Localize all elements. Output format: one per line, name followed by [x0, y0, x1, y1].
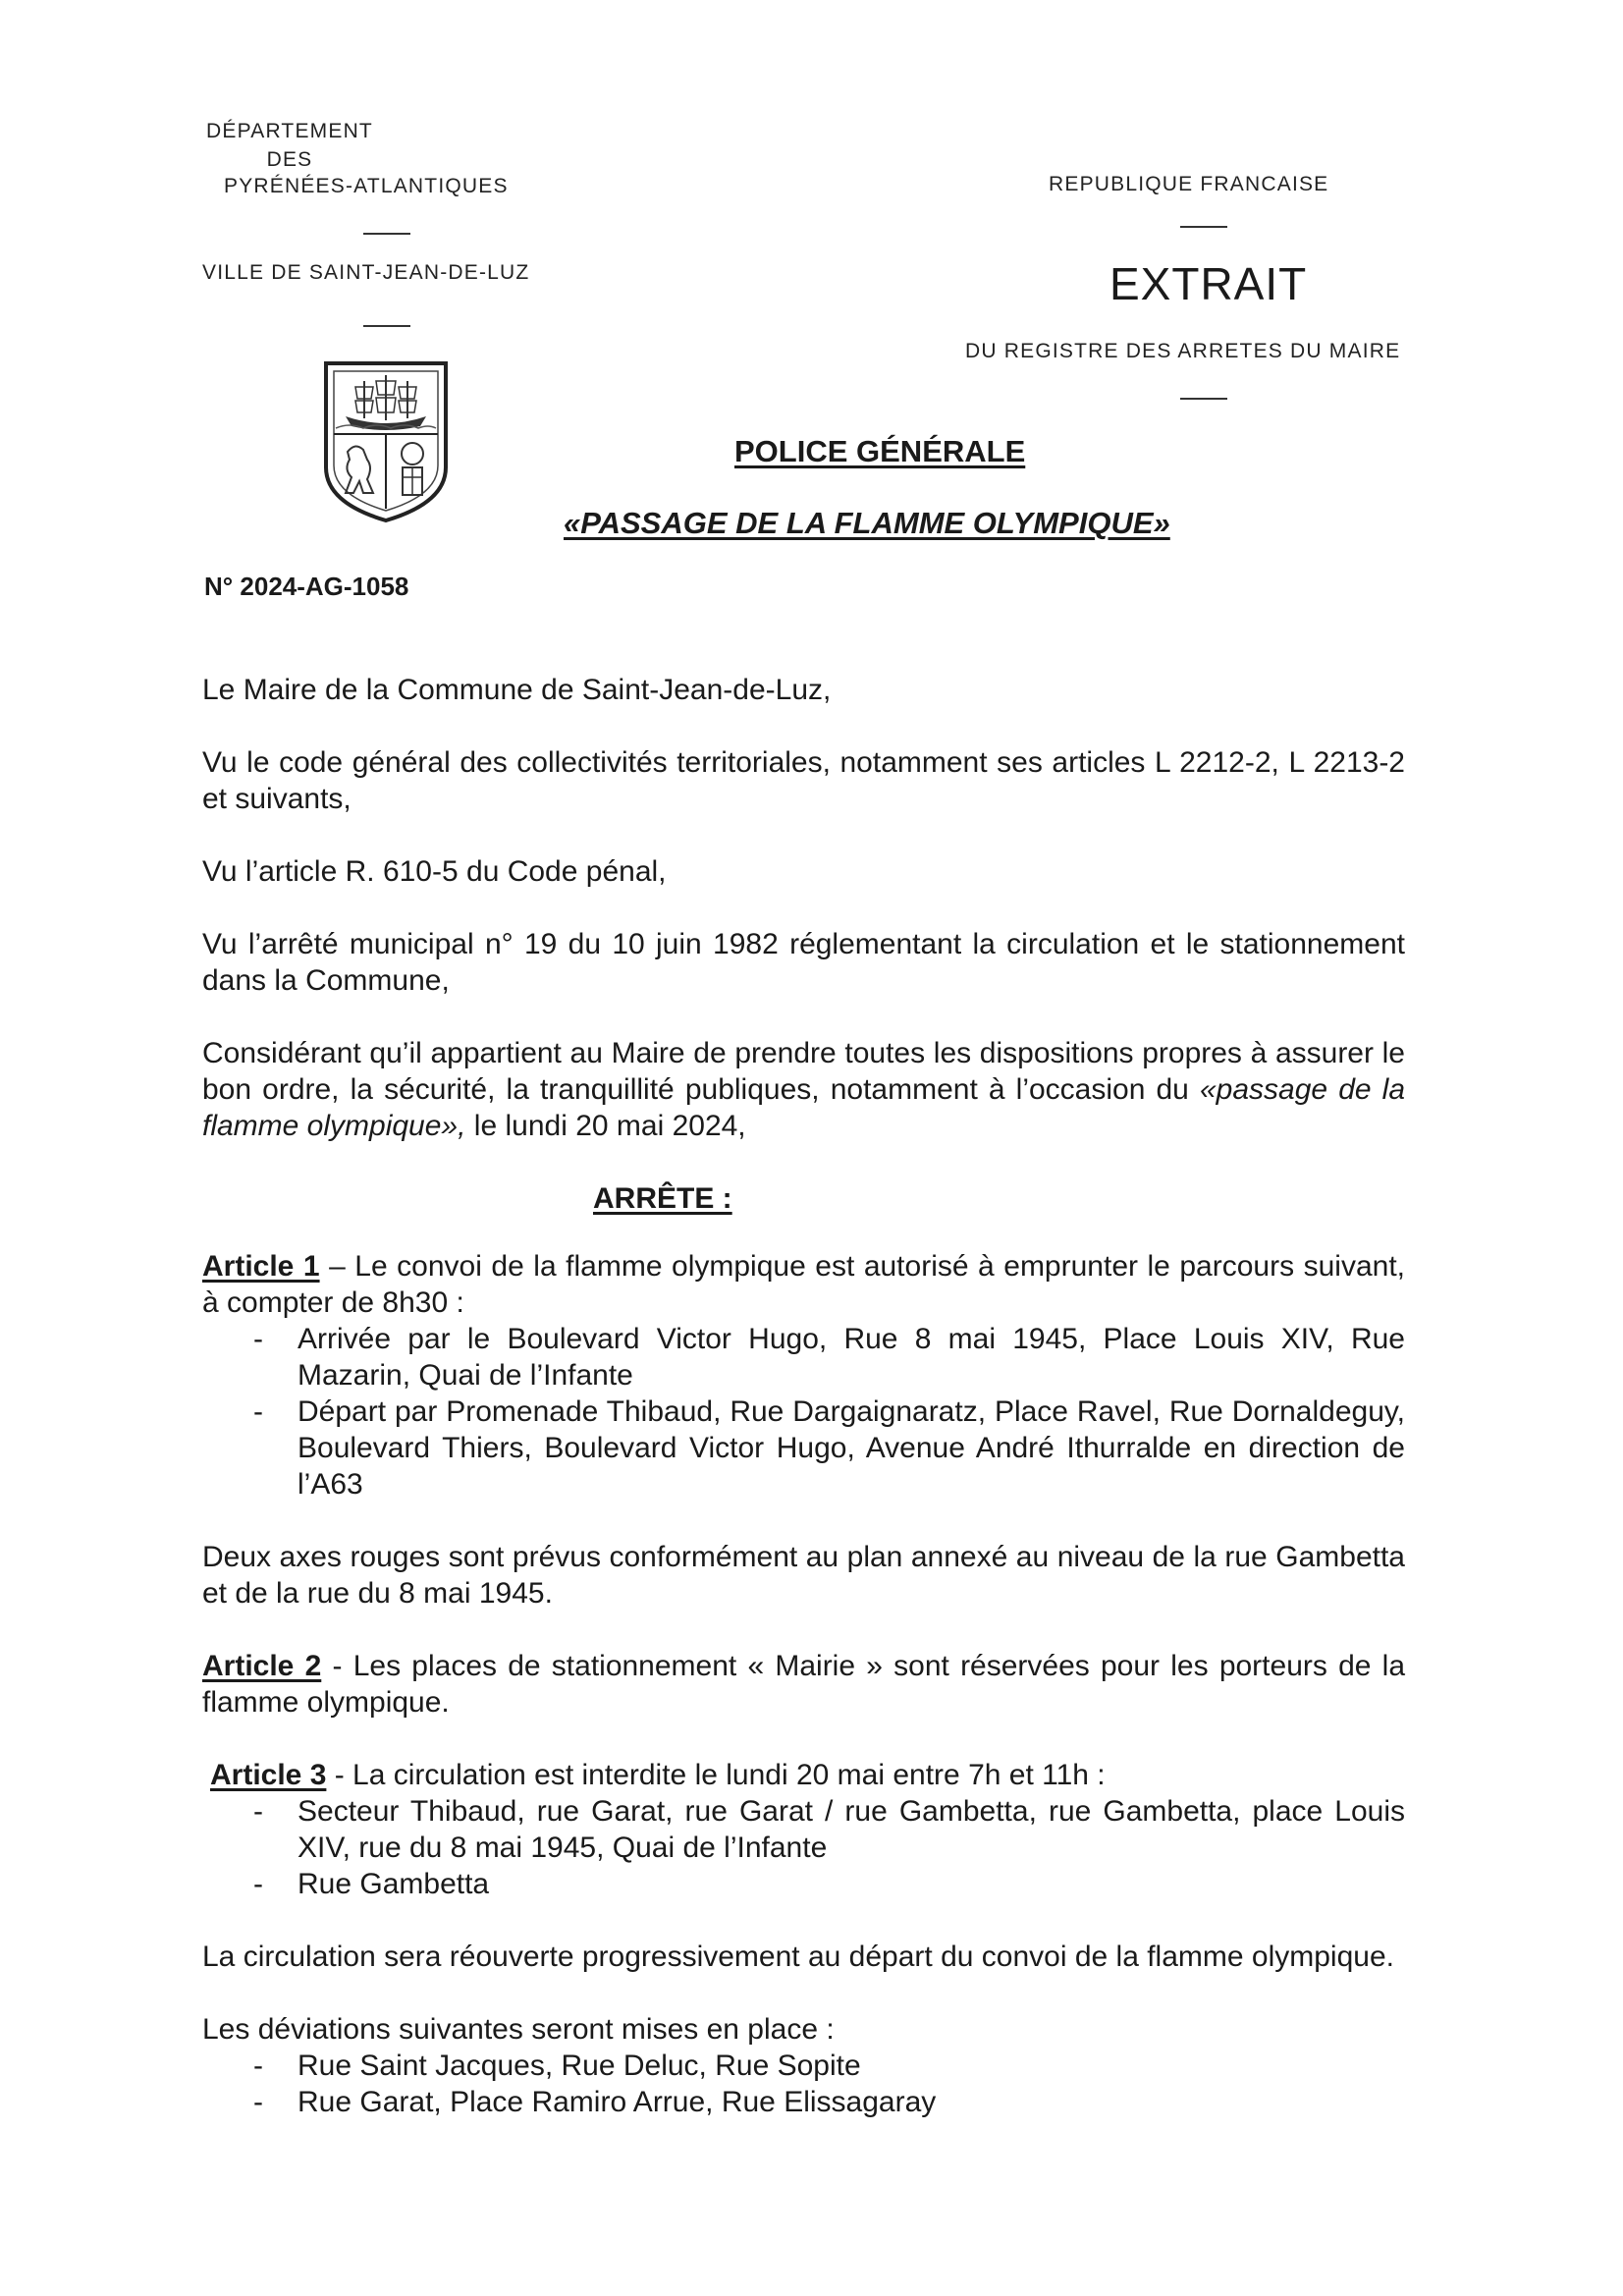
article-3-label: Article 3	[210, 1759, 327, 1791]
police-title: POLICE GÉNÉRALE	[734, 434, 1026, 468]
article-1-label: Article 1	[202, 1250, 320, 1283]
list-item: - Départ par Promenade Thibaud, Rue Dargaignaratz, Place Ravel, Rue Dornaldeguy, Boulevard Thiers, Boulevard Victor Hugo, Avenue André Ithurralde en direction de l’A63	[202, 1394, 1405, 1503]
extrait-title: EXTRAIT	[1109, 258, 1308, 309]
divider-dash	[363, 233, 410, 235]
divider-dash	[1180, 398, 1227, 400]
list-item: - Secteur Thibaud, rue Garat, rue Garat / rue Gambetta, rue Gambetta, place Louis XIV, rue du 8 mai 1945, Quai de l’Infante	[202, 1793, 1405, 1866]
department-line-2: DES	[266, 148, 313, 171]
divider-dash	[363, 325, 410, 327]
article-2-label: Article 2	[202, 1650, 322, 1682]
article-3: Article 3 - La circulation est interdite le lundi 20 mai entre 7h et 11h :	[210, 1759, 1106, 1791]
article-2: Article 2 - Les places de stationnement « Mairie » sont réservées pour les porteurs de la flamme olympique.	[202, 1650, 1406, 1719]
article-3-reopen: La circulation sera réouverte progressivement au départ du convoi de la flamme olympique.	[202, 1941, 1394, 1973]
coat-of-arms-logo	[320, 357, 452, 524]
department-line-1: DÉPARTEMENT	[206, 120, 373, 142]
deviations-intro: Les déviations suivantes seront mises en place :	[202, 2013, 835, 2046]
republic-label: REPUBLIQUE FRANCAISE	[1049, 173, 1329, 195]
article-3-closure-list	[202, 1793, 1405, 1902]
list-item: - Rue Gambetta	[202, 1866, 1405, 1902]
article-1: Article 1 – Le convoi de la flamme olympique est autorisé à emprunter le parcours suivant, à compter de 8h30 :	[202, 1250, 1405, 1319]
article-1-route-list	[202, 1321, 1405, 1503]
deviations-list	[202, 2048, 1405, 2120]
preamble-vu-code-penal: Vu l’article R. 610-5 du Code pénal,	[202, 855, 667, 888]
list-item: - Rue Saint Jacques, Rue Deluc, Rue Sopite	[202, 2048, 1405, 2084]
preamble-maire: Le Maire de la Commune de Saint-Jean-de-Luz,	[202, 674, 832, 706]
register-label: DU REGISTRE DES ARRETES DU MAIRE	[965, 340, 1401, 362]
document-body	[202, 672, 1405, 2120]
subject-title: «PASSAGE DE LA FLAMME OLYMPIQUE»	[564, 506, 1170, 540]
city-name: VILLE DE SAINT-JEAN-DE-LUZ	[202, 261, 530, 284]
department-block	[196, 117, 383, 174]
list-item: - Arrivée par le Boulevard Victor Hugo, Rue 8 mai 1945, Place Louis XIV, Rue Mazarin, Quai de l’Infante	[202, 1321, 1405, 1394]
department-name: PYRÉNÉES-ATLANTIQUES	[224, 175, 509, 197]
reference-number: N° 2024-AG-1058	[204, 572, 409, 601]
divider-dash	[1180, 226, 1227, 228]
preamble-vu-arrete-1982: Vu l’arrêté municipal n° 19 du 10 juin 1982 réglementant la circulation et le stationnement dans la Commune,	[202, 928, 1405, 997]
article-1-note: Deux axes rouges sont prévus conformément au plan annexé au niveau de la rue Gambetta et de la rue du 8 mai 1945.	[202, 1541, 1405, 1610]
preamble-vu-cgct: Vu le code général des collectivités territoriales, notamment ses articles L 2212-2, L 2213-2 et suivants,	[202, 746, 1405, 815]
arrete-heading: ARRÊTE :	[593, 1182, 732, 1215]
list-item: - Rue Garat, Place Ramiro Arrue, Rue Elissagaray	[202, 2084, 1405, 2120]
preamble-considerant: Considérant qu’il appartient au Maire de prendre toutes les dispositions propres à assurer le bon ordre, la sécurité, la tranquillité publiques, notamment à l’occasion du «passage de la flamme olympique», le lundi 20 mai 2024,	[202, 1037, 1406, 1142]
